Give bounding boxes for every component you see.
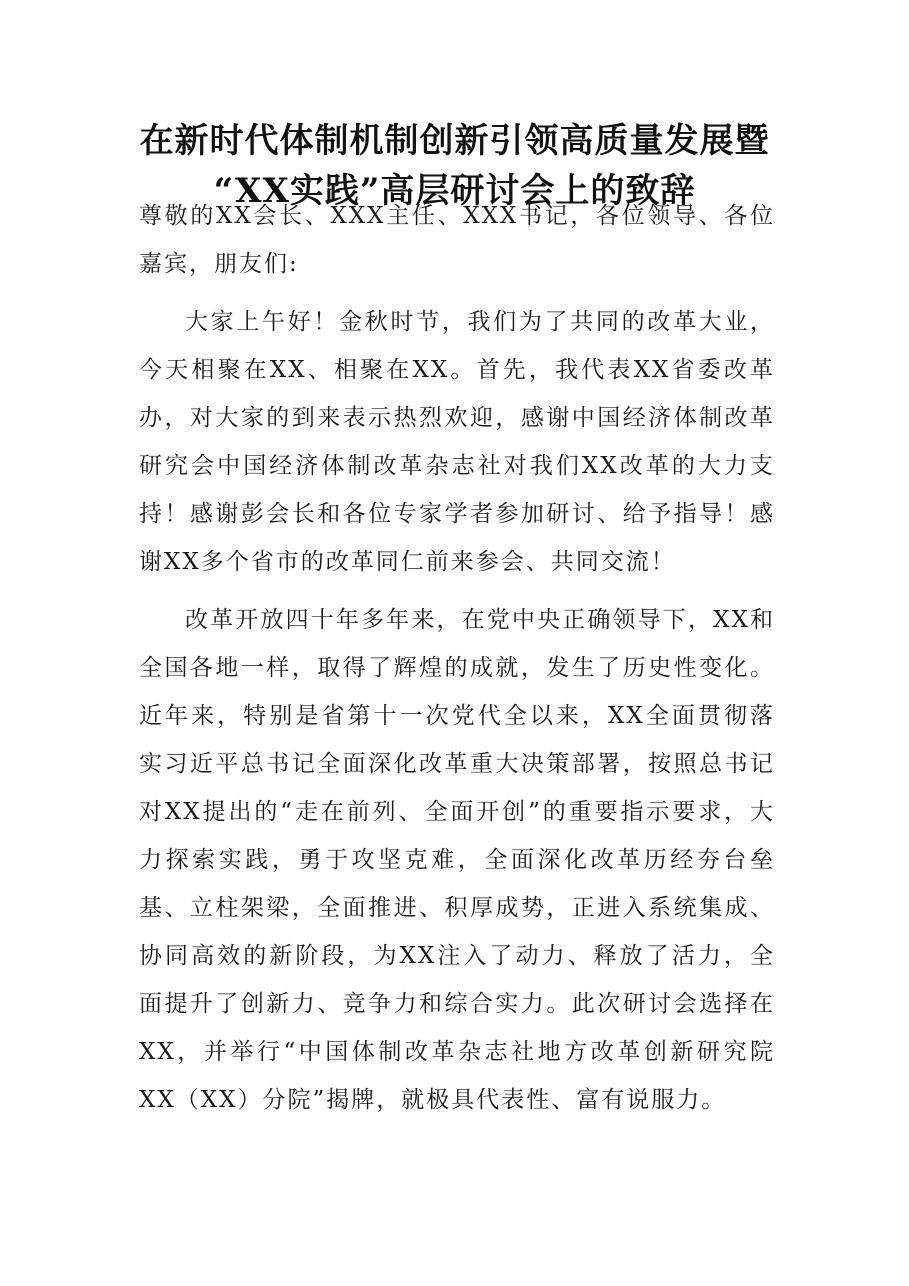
salutation: 尊敬的XX会长、XXX主任、XXX书记，各位领导、各位嘉宾，朋友们: — [139, 203, 775, 277]
title-line-2: “XX实践”高层研讨会上的致辞 — [213, 171, 696, 211]
document-body — [139, 192, 775, 1134]
paragraph-reform-achievements: 改革开放四十年多年来，在党中央正确领导下，XX和全国各地一样，取得了辉煌的成就，发生了历史性变化。近年来，特别是省第十一次党代全以来，XX全面贯彻落实习近平总书记全面深化改革重大决策部署，按照总书记对XX提出的“走在前列、全面开创”的重要指示要求，大力探索实践，勇于攻坚克难，全面深化改革历经夯台垒基、立柱架梁，全面推进、积厚成势，正进入系统集成、协同高效的新阶段，为XX注入了动力、释放了活力，全面提升了创新力、竞争力和综合实力。此次研讨会选择在XX，并举行“中国体制改革杂志社地方改革创新研究院XX（XX）分院”揭牌，就极具代表性、富有说服力。 — [139, 607, 775, 1113]
title-line-1: 在新时代体制机制创新引领高质量发展暨 — [139, 121, 770, 161]
paragraph-welcome: 大家上午好！金秋时节，我们为了共同的改革大业，今天相聚在XX、相聚在XX。首先，我代表XX省委改革办，对大家的到来表示热烈欢迎，感谢中国经济体制改革研究会中国经济体制改革杂志社对我们XX改革的大力支持！感谢彭会长和各位专家学者参加研讨、给予指导！感谢XX多个省市的改革同仁前来参会、共同交流！ — [139, 309, 775, 575]
